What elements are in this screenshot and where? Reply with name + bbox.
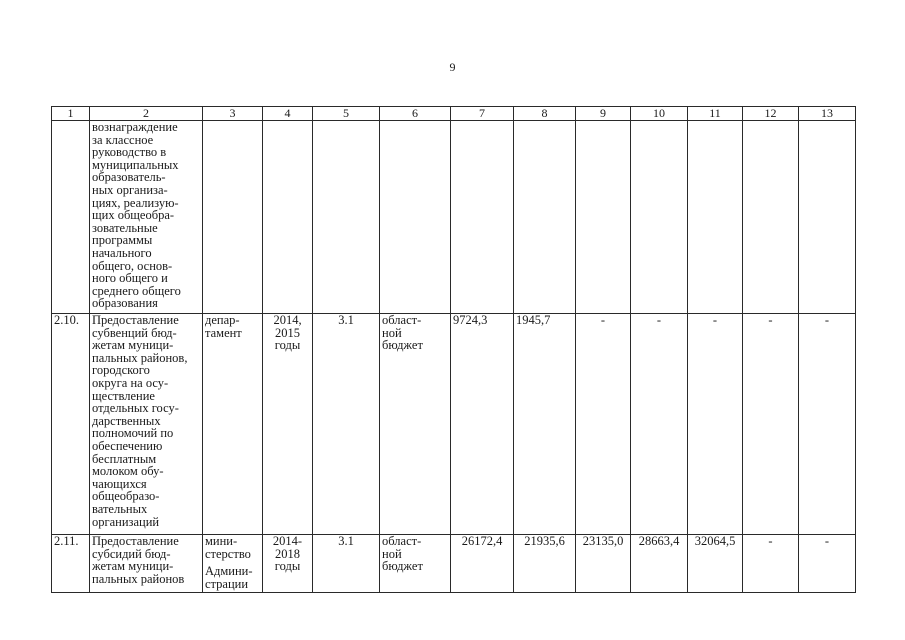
value-cell-8: 21935,6: [514, 535, 576, 593]
code-cell: 3.1: [313, 314, 380, 535]
value-cell-10: 28663,4: [631, 535, 688, 593]
row-number-cell: [52, 121, 90, 314]
code-cell: [313, 121, 380, 314]
table-header-row: [52, 107, 856, 121]
years-cell: [263, 121, 313, 314]
activity-name-cell: Предоставление субсидий бюд- жетам муници- пальных районов: [90, 535, 203, 593]
value-cell-7: 26172,4: [451, 535, 514, 593]
header-cell: 7: [451, 107, 514, 121]
years-cell: 2014, 2015 годы: [263, 314, 313, 535]
table-row-continuation: [52, 121, 856, 314]
activity-name-cell: вознаграждение за классное руководство в муниципальных образователь- ных организа- циях, реализую- щих общеобра- зовательные программы начального общего, основ- ного общего и среднего общего образования: [90, 121, 203, 314]
value-cell-13: -: [799, 535, 856, 593]
value-cell-11: 32064,5: [688, 535, 743, 593]
value-cell-9: 23135,0: [576, 535, 631, 593]
value-cell: [576, 121, 631, 314]
source-cell: област- ной бюджет: [380, 314, 451, 535]
header-cell: 1: [52, 107, 90, 121]
table-row: [52, 314, 856, 535]
value-cell: [688, 121, 743, 314]
row-number-cell: 2.10.: [52, 314, 90, 535]
header-cell: 11: [688, 107, 743, 121]
value-cell-13: -: [799, 314, 856, 535]
value-cell: [514, 121, 576, 314]
value-cell-9: -: [576, 314, 631, 535]
executor-cell: [203, 121, 263, 314]
budget-table: [51, 106, 856, 593]
code-cell: 3.1: [313, 535, 380, 593]
value-cell-12: -: [743, 314, 799, 535]
header-cell: 3: [203, 107, 263, 121]
table-row: [52, 535, 856, 593]
header-cell: 5: [313, 107, 380, 121]
years-cell: 2014- 2018 годы: [263, 535, 313, 593]
source-cell: [380, 121, 451, 314]
value-cell-12: -: [743, 535, 799, 593]
value-cell: [451, 121, 514, 314]
header-cell: 10: [631, 107, 688, 121]
header-cell: 6: [380, 107, 451, 121]
header-cell: 2: [90, 107, 203, 121]
header-cell: 9: [576, 107, 631, 121]
executor-extra-text: Админи- страции: [205, 564, 253, 591]
row-number-cell: 2.11.: [52, 535, 90, 593]
header-cell: 12: [743, 107, 799, 121]
value-cell: [631, 121, 688, 314]
header-cell: 13: [799, 107, 856, 121]
executor-cell: [203, 535, 263, 593]
executor-text: мини- стерство: [205, 534, 251, 561]
page-number: 9: [449, 60, 456, 74]
header-cell: 8: [514, 107, 576, 121]
header-cell: 4: [263, 107, 313, 121]
activity-name-cell: Предоставление субвенций бюд- жетам муници- пальных районов, городского округа на осу- ществление отдельных госу- дарственных полномочий по обеспечению бесплатным молоком обу- чающихся общеобразо- вательных организаций: [90, 314, 203, 535]
value-cell: [799, 121, 856, 314]
value-cell-8: 1945,7: [514, 314, 576, 535]
source-cell: област- ной бюджет: [380, 535, 451, 593]
value-cell: [743, 121, 799, 314]
value-cell-10: -: [631, 314, 688, 535]
value-cell-11: -: [688, 314, 743, 535]
executor-cell: депар- тамент: [203, 314, 263, 535]
value-cell-7: 9724,3: [451, 314, 514, 535]
